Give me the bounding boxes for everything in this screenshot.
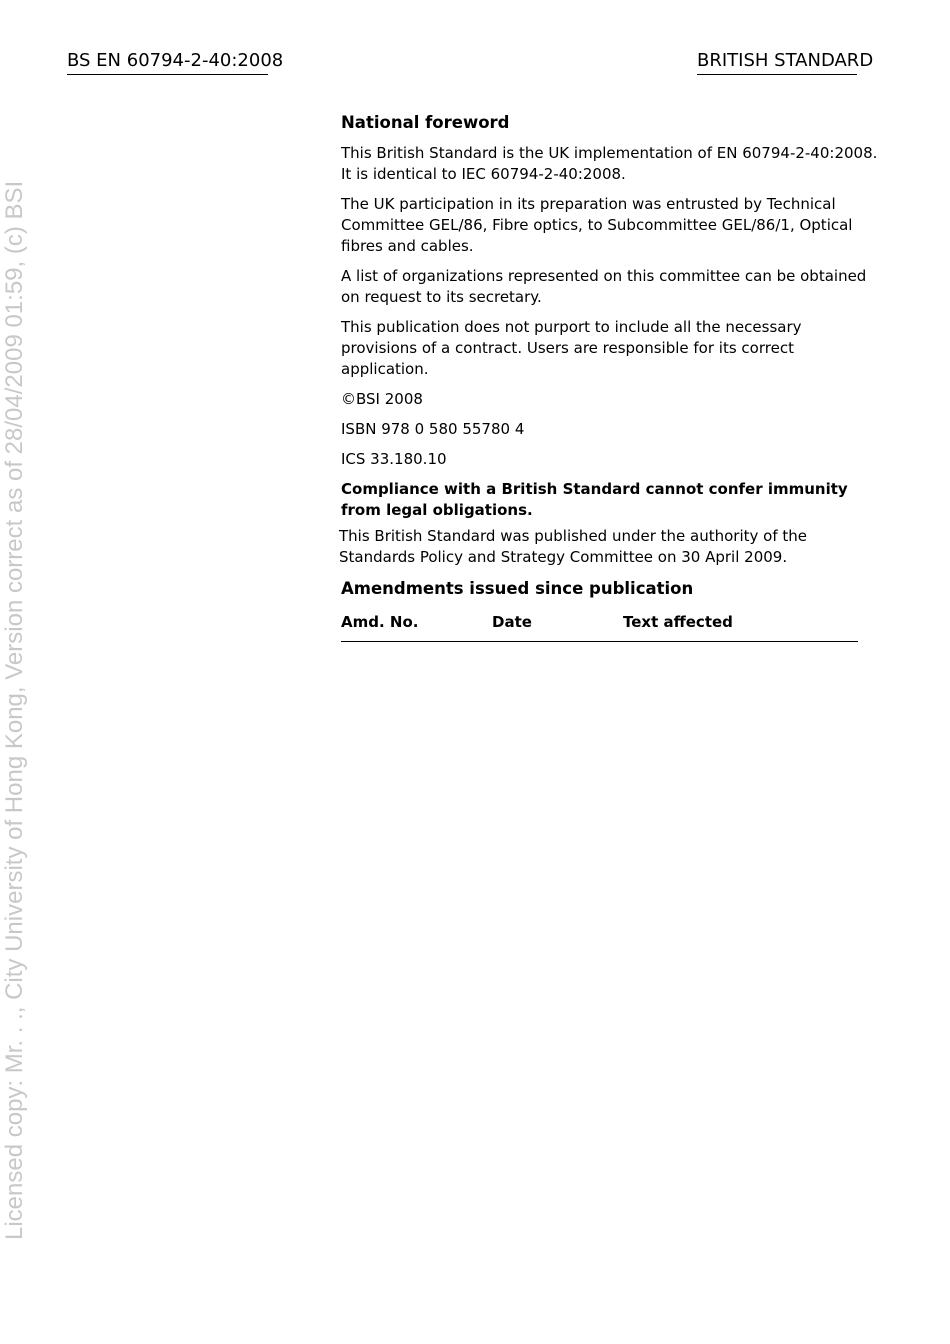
compliance-notice: Compliance with a British Standard cannot confer immunity from legal obligations. bbox=[341, 480, 848, 519]
column-header-text-affected: Text affected bbox=[623, 613, 733, 631]
foreword-paragraph-implementation: This British Standard is the UK implementation of EN 60794-2-40:2008. It is identical to IEC 60794-2-40:2008. bbox=[341, 144, 878, 183]
foreword-title: National foreword bbox=[341, 113, 510, 132]
license-watermark: Licensed copy: Mr. . ., City University of Hong Kong, Version correct as of 28/04/2009 01:59, (c) BSI bbox=[1, 180, 28, 1240]
ics-line: ICS 33.180.10 bbox=[341, 450, 447, 468]
foreword-paragraph-committee-list: A list of organizations represented on this committee can be obtained on request to its secretary. bbox=[341, 267, 867, 306]
column-header-date: Date bbox=[492, 613, 532, 631]
amendments-table-header bbox=[341, 612, 858, 642]
column-header-amd-no: Amd. No. bbox=[341, 613, 419, 631]
header-british-standard-label: BRITISH STANDARD bbox=[697, 50, 857, 75]
foreword-paragraph-provisions: This publication does not purport to include all the necessary provisions of a contract. Users are responsible for its correct application. bbox=[341, 318, 802, 378]
isbn-line: ISBN 978 0 580 55780 4 bbox=[341, 420, 525, 438]
amendments-title: Amendments issued since publication bbox=[341, 579, 694, 598]
publication-authority-statement: This British Standard was published under the authority of the Standards Policy and Strategy Committee on 30 April 2009. bbox=[339, 527, 808, 566]
national-foreword-section bbox=[341, 112, 881, 642]
foreword-paragraph-participation: The UK participation in its preparation was entrusted by Technical Committee GEL/86, Fibre optics, to Subcommittee GEL/86/1, Optical fibres and cables. bbox=[341, 195, 853, 255]
copyright-line: ©BSI 2008 bbox=[341, 390, 423, 408]
header-document-id: BS EN 60794-2-40:2008 bbox=[67, 50, 268, 75]
